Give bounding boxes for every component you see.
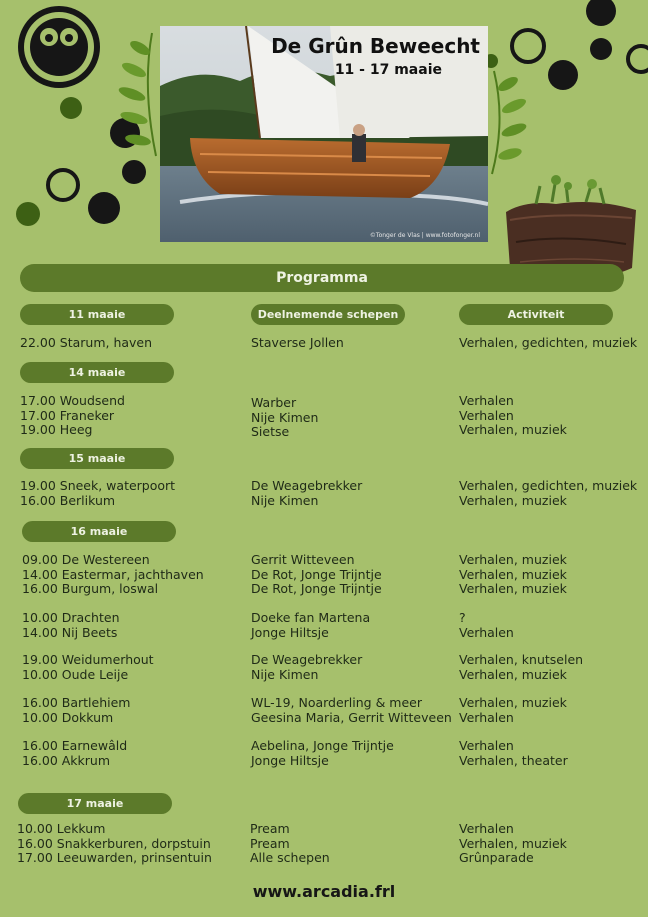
activity-text: ?	[459, 610, 466, 625]
ship-name: Pream	[250, 835, 290, 851]
activities-group	[459, 553, 567, 597]
time-location: 10.00 Lekkum	[17, 821, 106, 836]
ship-name: Doeke fan Martena	[251, 610, 371, 625]
activity-text: Verhalen, muziek	[459, 666, 567, 682]
leaf-branch-icon	[112, 28, 162, 158]
ship-name: Gerrit Witteveen	[251, 552, 355, 567]
ships-group	[251, 739, 394, 768]
ship-name: De Rot, Jonge Trijntje	[251, 581, 382, 597]
time-location: 17.00 Woudsend	[20, 393, 125, 408]
ship-name: Nije Kimen	[251, 666, 319, 682]
ship-name: Staverse Jollen	[251, 335, 344, 350]
ship-name: Nije Kimen	[251, 492, 319, 508]
decor-circle	[16, 202, 40, 226]
time-location: 14.00 Eastermar, jachthaven	[22, 566, 204, 582]
time-location: 19.00 Sneek, waterpoort	[20, 478, 176, 493]
time-location: 16.00 Akkrum	[22, 752, 111, 768]
col-header-ships: Deelnemende schepen	[251, 304, 405, 325]
times-group	[20, 336, 152, 351]
owl-logo-icon	[18, 6, 100, 88]
time-location: 09.00 De Westereen	[22, 552, 150, 567]
ship-name: Warber	[251, 395, 297, 410]
ships-group	[251, 553, 382, 597]
activity-text: Verhalen, muziek	[459, 566, 567, 582]
activity-text: Verhalen, muziek	[459, 422, 567, 438]
time-location: 19.00 Heeg	[20, 422, 93, 438]
ship-name: Nije Kimen	[251, 409, 319, 425]
time-location: 10.00 Drachten	[22, 610, 120, 625]
activities-group	[459, 611, 514, 640]
activities-group	[459, 696, 567, 725]
time-location: 16.00 Snakkerburen, dorpstuin	[17, 835, 211, 851]
time-location: 10.00 Oude Leije	[22, 666, 129, 682]
program-heading: Programma	[20, 264, 624, 292]
time-location: 17.00 Franeker	[20, 407, 115, 423]
day-label: 17 maaie	[18, 793, 172, 814]
hero-photo	[160, 26, 488, 242]
activities-group	[459, 739, 568, 768]
times-group	[22, 653, 154, 682]
ships-group	[251, 479, 362, 508]
decor-circle	[590, 38, 612, 60]
day-label: 15 maaie	[20, 448, 174, 469]
ship-name: Jonge Hiltsje	[251, 624, 329, 640]
ship-name: De Weagebrekker	[251, 652, 363, 667]
ship-name: Alle schepen	[250, 850, 330, 866]
time-location: 16.00 Bartlehiem	[22, 695, 131, 710]
ships-group	[251, 396, 318, 440]
activities-group	[459, 653, 583, 682]
time-location: 10.00 Dokkum	[22, 709, 114, 725]
decor-ring	[510, 28, 546, 64]
day-label: 14 maaie	[20, 362, 174, 383]
photo-credit: ©Tonger de Vlas | www.fotofonger.nl	[369, 232, 480, 239]
activity-text: Verhalen	[459, 393, 514, 408]
activity-text: Verhalen, muziek	[459, 581, 567, 597]
decor-ring	[46, 168, 80, 202]
decor-circle	[586, 0, 616, 26]
leaf-branch-icon	[486, 66, 536, 176]
activity-text: Verhalen	[459, 738, 514, 753]
day-label: 16 maaie	[22, 521, 176, 542]
activity-text: Verhalen	[459, 709, 514, 725]
activity-text: Grûnparade	[459, 850, 534, 866]
decor-circle	[548, 60, 578, 90]
ship-name: Pream	[250, 821, 290, 836]
activity-text: Verhalen, muziek	[459, 835, 567, 851]
ships-group	[251, 653, 362, 682]
time-location: 16.00 Earnewâld	[22, 738, 128, 753]
ship-name: WL-19, Noarderling & meer	[251, 695, 423, 710]
poster-dates: 11 - 17 maaie	[334, 62, 442, 78]
times-group	[22, 553, 204, 597]
decor-circle	[88, 192, 120, 224]
time-location: 19.00 Weidumerhout	[22, 652, 154, 667]
time-location: 16.00 Berlikum	[20, 492, 116, 508]
activities-group	[459, 479, 637, 508]
ships-group	[251, 336, 344, 351]
times-group	[17, 822, 212, 866]
time-location: 16.00 Burgum, loswal	[22, 581, 159, 597]
poster-title: De Grûn Beweecht	[271, 34, 480, 58]
ship-name: De Rot, Jonge Trijntje	[251, 566, 382, 582]
activity-text: Verhalen, muziek	[459, 492, 567, 508]
activity-text: Verhalen	[459, 407, 514, 423]
website-link[interactable]: www.arcadia.frl	[252, 882, 396, 901]
times-group	[22, 696, 130, 725]
activities-group	[459, 336, 637, 351]
times-group	[20, 479, 175, 508]
col-header-activity: Activiteit	[459, 304, 613, 325]
decor-circle	[122, 160, 146, 184]
times-group	[20, 394, 125, 438]
ship-name: Geesina Maria, Gerrit Witteveen	[251, 709, 452, 725]
activity-text: Verhalen, muziek	[459, 695, 567, 710]
activity-text: Verhalen, gedichten, muziek	[459, 478, 638, 493]
ships-group	[250, 822, 330, 866]
ship-name: De Weagebrekker	[251, 478, 363, 493]
time-location: 17.00 Leeuwarden, prinsentuin	[17, 850, 212, 866]
activity-text: Verhalen, gedichten, muziek	[459, 335, 638, 350]
activity-text: Verhalen, knutselen	[459, 652, 584, 667]
time-location: 22.00 Starum, haven	[20, 335, 153, 350]
times-group	[22, 611, 120, 640]
ships-group	[251, 611, 370, 640]
activities-group	[459, 822, 567, 866]
activity-text: Verhalen, theater	[459, 752, 568, 768]
decor-ring	[626, 44, 648, 74]
times-group	[22, 739, 127, 768]
ship-name: Sietse	[251, 424, 290, 440]
activity-text: Verhalen	[459, 624, 514, 640]
activity-text: Verhalen, muziek	[459, 552, 567, 567]
decor-circle	[60, 97, 82, 119]
day-label: 11 maaie	[20, 304, 174, 325]
ships-group	[251, 696, 452, 725]
activities-group	[459, 394, 567, 438]
time-location: 14.00 Nij Beets	[22, 624, 118, 640]
activity-text: Verhalen	[459, 821, 514, 836]
ship-name: Aebelina, Jonge Trijntje	[251, 738, 394, 753]
ship-name: Jonge Hiltsje	[251, 752, 329, 768]
